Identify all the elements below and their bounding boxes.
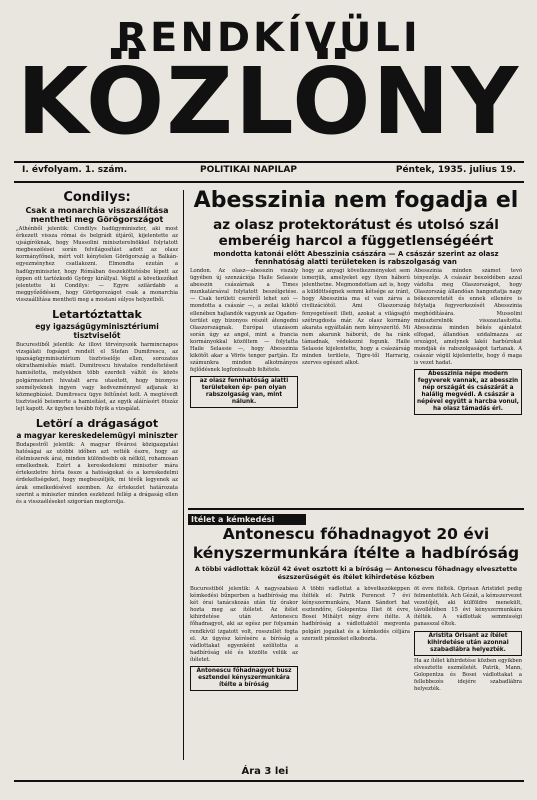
second-subheadline: A többi vádlottak közül 42 évet osztott ki a bíróság — Antonescu főhadnagy elvesztette észszerűségét és ítélet kihirdetése közben [194,565,518,581]
second-column-3-text-b: Ha az ítélet kihirdetése közben egyikben elvesztette eszméletét. Patrik, Mann, Golopentza és Bosei vádlottakat a fellebbezés idejére szabadlábra helyezték. [414,657,522,692]
second-headline: Antonescu főhadnagyot 20 évi kényszermunkára ítélte a hadbíróság [192,525,520,562]
main-column-3-text: Abesszinia minden számot tevő tényezője. A császár beszédében azzal vádolta meg Olaszországot, hogy Olaszország állandóan hangoztatja nagy békeszeretetét és ennek ellenére is folytatja fegyverkezését Abesszinia meghódítására. Mussolini miniszterelnök visszautasította. Abesszinia minden békés ajánlatot elfogad, állandóan szidalmazza az országot, amelynek lakói harbúrokat mondják és rabszolgaságot tartanak. A császár végül kijelentette, hogy ő maga is vezet hadat. [414,268,522,367]
article-arrest-title: Letartóztattak [52,308,142,322]
main-subheadline: az olasz protektorátust és utolsó szál emberéig harcol a függetlenségéért [213,217,499,249]
article-arrest-subtitle: egy igazságügyminisztériumi tisztviselőt [35,322,159,341]
main-deck: mondotta katonái előtt Abesszinia császára — A császár szerint az olasz fennhatóság alatti területeken is rabszolgaság van [213,250,499,266]
article-prices-subtitle: a magyar kereskedelemügyi miniszter [16,430,178,440]
article-condilys-title: Condilys: [63,190,131,205]
article-prices-body: Budapestről jelentik: A magyar fővárosi közigazgatási hatóságai az utóbbi időben azt vették észre, hogy az élelmiszerek árai, minden különösebb ok nélkül, rohamosan emelkednek. Ezért a kereskedelemi miniszter mára értekezletre hívta össze a hatóságokat és a kereskedelmi érdekeltségeket, hogy megbeszéljék, mi tévők legyenek az árak emelkedésével szemben. Az értekezlet határozata szerint a miniszter minden eszközzel fellép a drágaság ellen és a visszaéléseket szigorúan megtorolja. [16,441,178,505]
left-column [16,190,178,750]
second-column-1-box: Antonescu főhadnagyot busz esztendei kényszermunkára ítélte a bíróság [190,666,298,691]
paper-type: POLITIKAI NAPILAP [200,165,297,175]
article-condilys-subtitle: Csak a monarchia visszaállítása mentheti meg Görögországot [25,206,169,224]
section-label: Itélet a kémkedési perben [188,514,306,525]
main-column-1 [190,268,298,498]
second-column-3-box: Aristita Orisant az ítélet kihirdetése után azonnal szabadlábra helyezték. [414,631,522,656]
second-column-1 [190,586,298,761]
column-divider [183,190,184,760]
second-column-2 [302,586,410,761]
main-column-3 [414,268,522,498]
main-headline: Abesszinia nem fogadja el [193,188,519,213]
section-rule [188,508,524,510]
masthead-rule-top [14,161,524,163]
issue-date: Péntek, 1935. julius 19. [395,165,516,175]
second-column-3 [414,586,522,761]
masthead-line1: RENDKÍVÜLI [116,15,421,61]
article-arrest-body: Bucurestiből jelentik: Az illovi törvényszék harmincnapos vizsgálati fogságot rendelt el Stefan Dumitrescu, az igazságügyminisztérium tisztviselője ellen, sorozatos okirathamisítás miatt. Dumitrescu hivatalos rendeltetéseit hamisította, melyekben több ezerdeli váltót és közös polgármesteri hivatalt arra utasított, hogy bizonyos személyeknek ingyen vagy kedvezménnyel adjanak ki közmegbízást. Dumitrescu ügye feltűnést kelt. A megtévedt tisztviselő beismerte a hamisítást, az egyik aláírásért ötszáz lejt kapott. Az ügyben tovább folyik a vizsgálat. [16,342,178,412]
main-column-2 [302,268,410,498]
price-label: Ára 3 lei [241,766,289,777]
volume-number: I. évfolyam. 1. szám. [22,165,128,175]
footer-rule [14,780,524,782]
main-column-3-box: Abesszinia népe modern fegyverek vannak, az abesszin nép országát és császárát a halálig megvédi. A császár a népével együtt a harcba vonul, ha olasz támadás éri. [414,369,522,415]
main-column-2-text: hogy az anyagi következményeket sem ismerjük, amelyeket egy ilyen háború jelenthetne. Megmondottam azt is, hogy a küldöttségnek semmi kétsége az iránt, hogy Abesszinia ma el van zárva a civilizációtól. Ami Olaszország fenyegetéseit illeti, azokat a világsajtó szétrugdosta már. Az olasz kormány akarata egyáltalán nem kényszerítő. Mi nem akarunk háborút, de ha ránk támadnak, védekezni fogunk. Haile Selassie kijelentette, hogy a császárság minden területe, Tigre-től Harrarig, szerves egészet alkot. [302,268,410,367]
second-column-3-text: öt évre ítélték. Oprisan Aristidet pedig felmentették. Ach Gézát, a kémszervezet vezetőjét, aki külföldre menekült, távollétében 15 évi kényszermunkára ítélték. A vádlottak semmisségi panasszal éltek. [414,586,522,628]
second-column-2-text: A többi vádlottat a következőképpen ítélték el: Patrik Ferencet 7 évi kényszermunkára, Mann Sándort hat esztendőre, Golopentza Iliet öt évre, Bosei Mihályt négy évre ítélte. A hadbíróság a vádlottaktól megvonta polgári jogaikat és a kémkedés céljára szerzett pénzeket elkobozta. [302,586,410,642]
masthead-title: KÖZLÖNY [16,48,521,155]
article-condilys-body: „Athénből jelentik: Condilys hadügyminiszter, aki most érkezett vissza római és belgrádi útjáról, kijelentette az ujságíróknak, hogy Mussolini miniszterelnökkel folytatott megbeszélései során felvilágosítást adott az olasz kormányfőnek, mért volt kénytelen Görögország a Balkán-egyezményhez csatlakozni. Elmondta ezután a hadügyminiszter, hogy Rómában összeköttetésbe lépett az éppen ott tartózkodó György királlyal. Végül a következőket jelentette ki Condilys: — Egyre szilárdabb a meggyőződésem, hogy Görögországot csak a monarchia visszaállítása mentheti meg a mostani súlyos helyzetből. [16,226,178,303]
article-prices-title: Letörí a drágaságot [35,416,159,430]
main-column-1-text: London. Az olasz—abesszin viszály ügyében új szenzációja Haile Selassie abesszin császárnak a Times munkatársával folytatott beszélgetése. — Csak területi cseréről lehet szó — mondotta a császár —, a zeilai kikötő ellenében hajlandók vagyunk az Ogaden-terület egy bizonyos részét átengedni Olaszországnak. Európai utazásom során úgy az angol, mint a francia kormányokkal közöltem — folytatta Haile Selassie —, hogy Abesszinia kikötőt akar a Vörös tenger partján. Ez számunkra minden alkotmányos fejlődésnek legfontosabb feltétele. [190,268,298,374]
masthead-rule-bottom [14,181,524,183]
second-column-1-text: Bucurestiből jelentik: A nagyszabású kémkedési bűnperben a hadbíróság ma két órai tanácskozás után tíz órakor hozta meg az ítéletet. Az ítélet kihirdetése után Antonescu főhadnagyot, aki az egész per folyamán rendkívül izgatott volt, rosszullét fogta el. Az ügyész kérésére a bíróság a vádlottakat egyenként szólította a hadbíróság elé és közölte velük az ítéletet. [190,586,298,663]
main-column-1-box: az olasz fennhatóság alatti területeken ép- pen olyan rabszolgaság van, mint nálunk. [190,376,298,408]
info-bar [22,165,516,179]
